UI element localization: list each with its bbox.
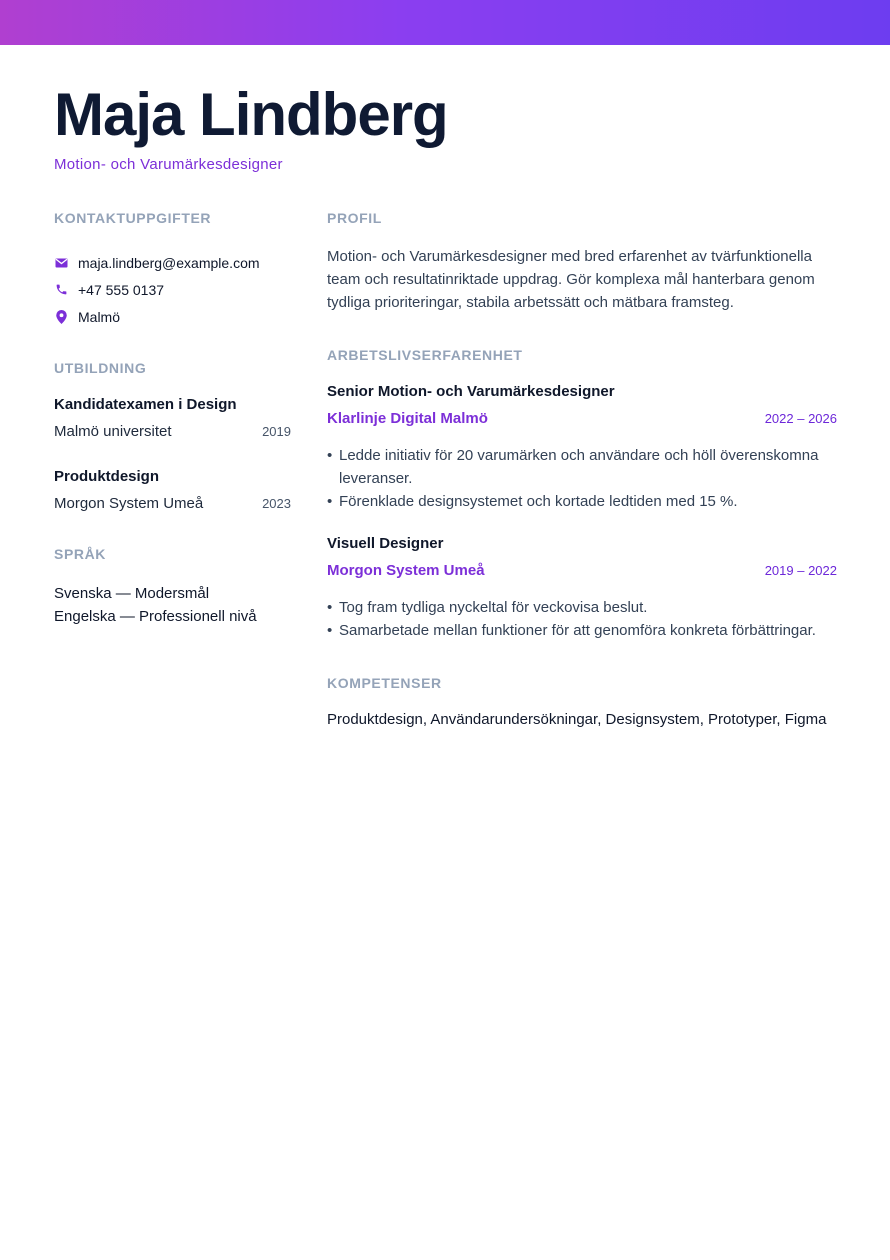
contact-email-text: maja.lindberg@example.com bbox=[78, 254, 260, 271]
left-column bbox=[54, 210, 291, 628]
languages-list bbox=[54, 582, 291, 628]
contact-list bbox=[54, 249, 291, 330]
job-bullet bbox=[327, 619, 837, 642]
bullet-dot: • bbox=[327, 622, 333, 639]
job-bullet bbox=[327, 490, 837, 513]
contact-phone-text: +47 555 0137 bbox=[78, 281, 165, 298]
profile-text: Motion- och Varumärkesdesigner med bred erfarenhet av tvärfunktionella team och resultatinriktade uppdrag. Gör komplexa mål hanterbara genom tydliga prioriteringar, stabila arbetssätt och mätbara framsteg. bbox=[327, 248, 815, 311]
job-bullet-text: Samarbetade mellan funktioner för att genomföra konkreta förbättringar. bbox=[339, 622, 816, 639]
contact-heading: KONTAKTUPPGIFTER bbox=[54, 210, 212, 226]
candidate-title: Motion- och Varumärkesdesigner bbox=[54, 156, 283, 173]
education-item bbox=[54, 396, 291, 440]
education-degree: Produktdesign bbox=[54, 468, 160, 485]
profile-heading: PROFIL bbox=[327, 210, 382, 226]
job-company: Morgon System Umeå bbox=[327, 562, 485, 579]
job-title: Visuell Designer bbox=[327, 535, 444, 552]
languages-heading: SPRÅK bbox=[54, 546, 107, 562]
language-item: Engelska — Professionell nivå bbox=[54, 608, 257, 625]
job-entry bbox=[327, 383, 837, 513]
job-bullet bbox=[327, 596, 837, 619]
job-title: Senior Motion- och Varumärkesdesigner bbox=[327, 383, 615, 400]
bullet-dot: • bbox=[327, 599, 333, 616]
contact-email[interactable] bbox=[54, 249, 291, 276]
job-bullet-text: Tog fram tydliga nyckeltal för veckovisa beslut. bbox=[339, 599, 648, 616]
bullet-dot: • bbox=[327, 493, 333, 510]
job-dates: 2022 – 2026 bbox=[764, 411, 837, 426]
job-entry bbox=[327, 535, 837, 642]
bullet-dot: • bbox=[327, 447, 333, 464]
education-heading: UTBILDNING bbox=[54, 360, 147, 376]
language-item: Svenska — Modersmål bbox=[54, 585, 210, 602]
contact-location bbox=[54, 303, 291, 330]
job-bullet-text: Förenklade designsystemet och kortade ledtiden med 15 %. bbox=[339, 493, 738, 510]
contact-phone[interactable] bbox=[54, 276, 291, 303]
header-gradient-band bbox=[0, 0, 890, 45]
candidate-name: Maja Lindberg bbox=[54, 81, 448, 148]
right-column bbox=[327, 210, 837, 728]
phone-icon bbox=[54, 283, 68, 297]
location-pin-icon bbox=[54, 310, 68, 324]
skills-heading: KOMPETENSER bbox=[327, 675, 442, 691]
education-item bbox=[54, 468, 291, 512]
job-bullet-text: Ledde initiativ för 20 varumärken och användare och höll överenskomna leveranser. bbox=[339, 447, 819, 487]
skills-text: Produktdesign, Användarundersökningar, Designsystem, Prototyper, Figma bbox=[327, 711, 827, 728]
education-school: Morgon System Umeå bbox=[54, 495, 204, 512]
job-bullets bbox=[327, 444, 837, 513]
education-degree: Kandidatexamen i Design bbox=[54, 396, 237, 413]
education-year: 2023 bbox=[262, 496, 291, 511]
experience-heading: ARBETSLIVSERFARENHET bbox=[327, 347, 523, 363]
education-year: 2019 bbox=[262, 424, 291, 439]
mail-icon bbox=[54, 256, 68, 270]
contact-location-text: Malmö bbox=[78, 308, 121, 325]
job-bullets bbox=[327, 596, 837, 642]
education-school: Malmö universitet bbox=[54, 423, 172, 440]
job-company: Klarlinje Digital Malmö bbox=[327, 410, 488, 427]
job-bullet bbox=[327, 444, 837, 490]
job-dates: 2019 – 2022 bbox=[764, 563, 837, 578]
